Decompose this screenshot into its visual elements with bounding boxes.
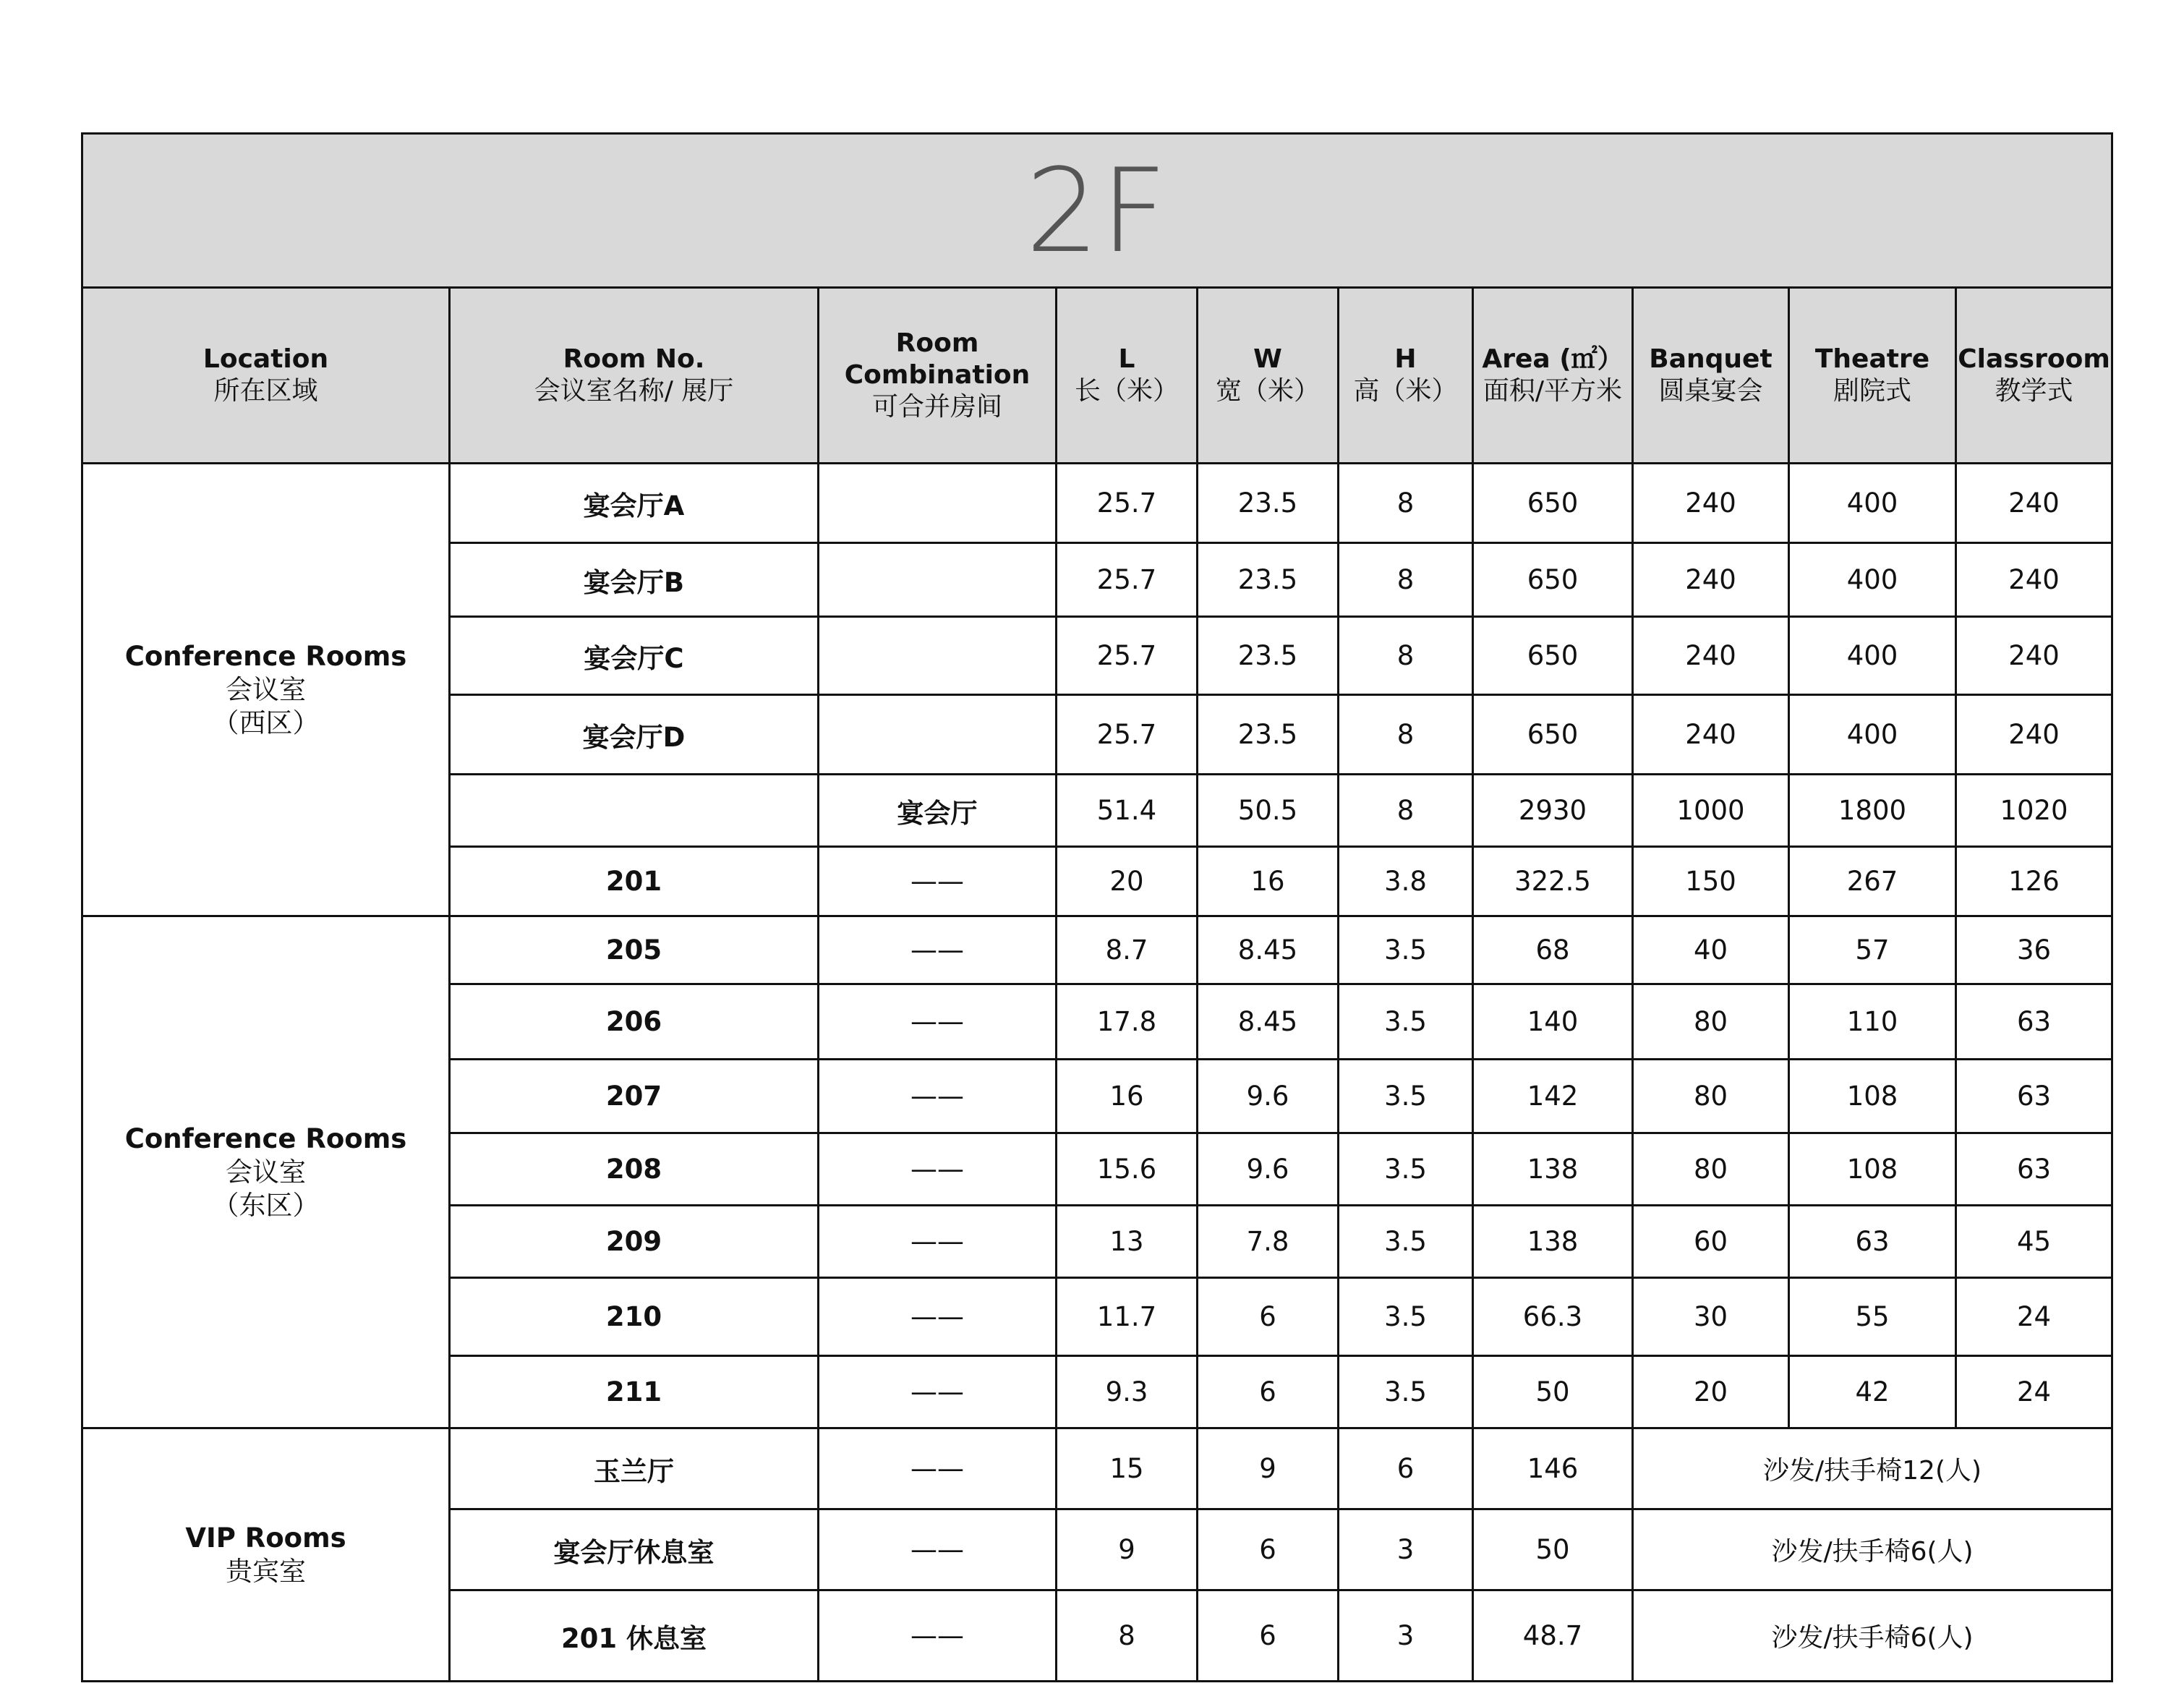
theatre-cell: 63 bbox=[1789, 1206, 1956, 1278]
area-cell: 142 bbox=[1473, 1060, 1633, 1133]
theatre-cell: 108 bbox=[1789, 1133, 1956, 1206]
theatre-cell: 267 bbox=[1789, 847, 1956, 916]
room-combination: —— bbox=[819, 1509, 1057, 1590]
width-cell: 8.45 bbox=[1198, 984, 1339, 1060]
length-cell: 51.4 bbox=[1057, 775, 1198, 847]
room-combination: —— bbox=[819, 1428, 1057, 1509]
height-cell: 3.5 bbox=[1339, 1060, 1473, 1133]
banquet-cell: 80 bbox=[1633, 984, 1789, 1060]
height-cell: 8 bbox=[1339, 464, 1473, 543]
table-row bbox=[82, 1428, 2112, 1509]
length-cell: 20 bbox=[1057, 847, 1198, 916]
classroom-cell: 126 bbox=[1956, 847, 2112, 916]
banquet-cell: 30 bbox=[1633, 1278, 1789, 1356]
area-cell: 50 bbox=[1473, 1509, 1633, 1590]
height-cell: 8 bbox=[1339, 775, 1473, 847]
width-cell: 8.45 bbox=[1198, 916, 1339, 984]
header-row bbox=[82, 288, 2112, 464]
area-cell: 650 bbox=[1473, 543, 1633, 617]
area-cell: 2930 bbox=[1473, 775, 1633, 847]
classroom-cell: 240 bbox=[1956, 464, 2112, 543]
header-room-no: Room No. 会议室名称/ 展厅 bbox=[450, 288, 819, 464]
theatre-cell: 110 bbox=[1789, 984, 1956, 1060]
classroom-cell: 240 bbox=[1956, 617, 2112, 695]
classroom-cell: 36 bbox=[1956, 916, 2112, 984]
area-cell: 138 bbox=[1473, 1133, 1633, 1206]
length-cell: 15.6 bbox=[1057, 1133, 1198, 1206]
room-name: 宴会厅C bbox=[450, 617, 819, 695]
height-cell: 3 bbox=[1339, 1590, 1473, 1682]
width-cell: 6 bbox=[1198, 1590, 1339, 1682]
room-name: 207 bbox=[450, 1060, 819, 1133]
height-cell: 8 bbox=[1339, 617, 1473, 695]
header-area: Area (㎡） 面积/平方米 bbox=[1473, 288, 1633, 464]
length-cell: 25.7 bbox=[1057, 617, 1198, 695]
area-cell: 48.7 bbox=[1473, 1590, 1633, 1682]
height-cell: 3.5 bbox=[1339, 1206, 1473, 1278]
classroom-cell: 63 bbox=[1956, 1133, 2112, 1206]
room-combination: —— bbox=[819, 1590, 1057, 1682]
area-cell: 322.5 bbox=[1473, 847, 1633, 916]
room-name: 208 bbox=[450, 1133, 819, 1206]
height-cell: 3.5 bbox=[1339, 1133, 1473, 1206]
table-row bbox=[82, 916, 2112, 984]
length-cell: 16 bbox=[1057, 1060, 1198, 1133]
room-combination: —— bbox=[819, 1278, 1057, 1356]
length-cell: 8 bbox=[1057, 1590, 1198, 1682]
banquet-cell: 240 bbox=[1633, 695, 1789, 775]
width-cell: 50.5 bbox=[1198, 775, 1339, 847]
header-theatre: Theatre 剧院式 bbox=[1789, 288, 1956, 464]
area-cell: 650 bbox=[1473, 464, 1633, 543]
banquet-cell: 80 bbox=[1633, 1060, 1789, 1133]
header-classroom: Classroom 教学式 bbox=[1956, 288, 2112, 464]
width-cell: 9.6 bbox=[1198, 1060, 1339, 1133]
header-height: H 高（米） bbox=[1339, 288, 1473, 464]
theatre-cell: 57 bbox=[1789, 916, 1956, 984]
banquet-cell: 240 bbox=[1633, 543, 1789, 617]
height-cell: 8 bbox=[1339, 543, 1473, 617]
width-cell: 23.5 bbox=[1198, 464, 1339, 543]
room-name: 211 bbox=[450, 1356, 819, 1428]
area-cell: 650 bbox=[1473, 617, 1633, 695]
classroom-cell: 24 bbox=[1956, 1356, 2112, 1428]
seating-note: 沙发/扶手椅6(人) bbox=[1633, 1590, 2112, 1682]
header-room-combination: Room Combination 可合并房间 bbox=[819, 288, 1057, 464]
classroom-cell: 63 bbox=[1956, 1060, 2112, 1133]
banquet-cell: 240 bbox=[1633, 464, 1789, 543]
classroom-cell: 1020 bbox=[1956, 775, 2112, 847]
height-cell: 3.5 bbox=[1339, 1356, 1473, 1428]
room-name bbox=[450, 775, 819, 847]
area-cell: 50 bbox=[1473, 1356, 1633, 1428]
length-cell: 17.8 bbox=[1057, 984, 1198, 1060]
length-cell: 25.7 bbox=[1057, 695, 1198, 775]
header-length: L 长（米） bbox=[1057, 288, 1198, 464]
banquet-cell: 1000 bbox=[1633, 775, 1789, 847]
height-cell: 3.5 bbox=[1339, 984, 1473, 1060]
theatre-cell: 400 bbox=[1789, 543, 1956, 617]
width-cell: 6 bbox=[1198, 1278, 1339, 1356]
area-cell: 140 bbox=[1473, 984, 1633, 1060]
height-cell: 3.5 bbox=[1339, 916, 1473, 984]
room-capacity-sheet bbox=[81, 132, 2111, 1685]
banquet-cell: 20 bbox=[1633, 1356, 1789, 1428]
theatre-cell: 1800 bbox=[1789, 775, 1956, 847]
classroom-cell: 45 bbox=[1956, 1206, 2112, 1278]
banquet-cell: 40 bbox=[1633, 916, 1789, 984]
theatre-cell: 55 bbox=[1789, 1278, 1956, 1356]
room-name: 宴会厅A bbox=[450, 464, 819, 543]
classroom-cell: 240 bbox=[1956, 695, 2112, 775]
room-name: 205 bbox=[450, 916, 819, 984]
banquet-cell: 60 bbox=[1633, 1206, 1789, 1278]
theatre-cell: 400 bbox=[1789, 464, 1956, 543]
width-cell: 9 bbox=[1198, 1428, 1339, 1509]
length-cell: 25.7 bbox=[1057, 543, 1198, 617]
banquet-cell: 80 bbox=[1633, 1133, 1789, 1206]
width-cell: 6 bbox=[1198, 1509, 1339, 1590]
room-name: 210 bbox=[450, 1278, 819, 1356]
length-cell: 9.3 bbox=[1057, 1356, 1198, 1428]
room-combination: —— bbox=[819, 984, 1057, 1060]
room-name: 宴会厅B bbox=[450, 543, 819, 617]
room-combination: —— bbox=[819, 847, 1057, 916]
height-cell: 3.8 bbox=[1339, 847, 1473, 916]
height-cell: 6 bbox=[1339, 1428, 1473, 1509]
width-cell: 16 bbox=[1198, 847, 1339, 916]
location-east: Conference Rooms 会议室 （东区） bbox=[82, 916, 450, 1428]
location-vip: VIP Rooms 贵宾室 bbox=[82, 1428, 450, 1682]
theatre-cell: 108 bbox=[1789, 1060, 1956, 1133]
area-cell: 146 bbox=[1473, 1428, 1633, 1509]
height-cell: 8 bbox=[1339, 695, 1473, 775]
area-cell: 68 bbox=[1473, 916, 1633, 984]
width-cell: 6 bbox=[1198, 1356, 1339, 1428]
area-cell: 66.3 bbox=[1473, 1278, 1633, 1356]
header-banquet: Banquet 圆桌宴会 bbox=[1633, 288, 1789, 464]
length-cell: 11.7 bbox=[1057, 1278, 1198, 1356]
room-name: 201 bbox=[450, 847, 819, 916]
length-cell: 25.7 bbox=[1057, 464, 1198, 543]
theatre-cell: 400 bbox=[1789, 695, 1956, 775]
length-cell: 15 bbox=[1057, 1428, 1198, 1509]
header-location: Location 所在区域 bbox=[82, 288, 450, 464]
header-width: W 宽（米） bbox=[1198, 288, 1339, 464]
classroom-cell: 240 bbox=[1956, 543, 2112, 617]
floor-title: 2F bbox=[82, 134, 2112, 288]
classroom-cell: 63 bbox=[1956, 984, 2112, 1060]
width-cell: 9.6 bbox=[1198, 1133, 1339, 1206]
banquet-cell: 240 bbox=[1633, 617, 1789, 695]
theatre-cell: 42 bbox=[1789, 1356, 1956, 1428]
area-cell: 138 bbox=[1473, 1206, 1633, 1278]
room-combination bbox=[819, 464, 1057, 543]
classroom-cell: 24 bbox=[1956, 1278, 2112, 1356]
length-cell: 8.7 bbox=[1057, 916, 1198, 984]
width-cell: 23.5 bbox=[1198, 695, 1339, 775]
room-name: 209 bbox=[450, 1206, 819, 1278]
seating-note: 沙发/扶手椅12(人) bbox=[1633, 1428, 2112, 1509]
height-cell: 3 bbox=[1339, 1509, 1473, 1590]
table-row bbox=[82, 464, 2112, 543]
room-combination: —— bbox=[819, 916, 1057, 984]
room-name: 206 bbox=[450, 984, 819, 1060]
width-cell: 23.5 bbox=[1198, 543, 1339, 617]
length-cell: 9 bbox=[1057, 1509, 1198, 1590]
room-combination: —— bbox=[819, 1356, 1057, 1428]
width-cell: 23.5 bbox=[1198, 617, 1339, 695]
seating-note: 沙发/扶手椅6(人) bbox=[1633, 1509, 2112, 1590]
room-name: 201 休息室 bbox=[450, 1590, 819, 1682]
room-combination bbox=[819, 617, 1057, 695]
room-combination bbox=[819, 695, 1057, 775]
height-cell: 3.5 bbox=[1339, 1278, 1473, 1356]
length-cell: 13 bbox=[1057, 1206, 1198, 1278]
area-cell: 650 bbox=[1473, 695, 1633, 775]
theatre-cell: 400 bbox=[1789, 617, 1956, 695]
banquet-cell: 150 bbox=[1633, 847, 1789, 916]
location-west: Conference Rooms 会议室 （西区） bbox=[82, 464, 450, 916]
width-cell: 7.8 bbox=[1198, 1206, 1339, 1278]
room-combination: —— bbox=[819, 1060, 1057, 1133]
room-name: 宴会厅D bbox=[450, 695, 819, 775]
room-combination: —— bbox=[819, 1206, 1057, 1278]
room-combination: 宴会厅 bbox=[819, 775, 1057, 847]
room-name: 玉兰厅 bbox=[450, 1428, 819, 1509]
room-combination bbox=[819, 543, 1057, 617]
room-name: 宴会厅休息室 bbox=[450, 1509, 819, 1590]
room-capacity-table bbox=[81, 132, 2113, 1682]
room-combination: —— bbox=[819, 1133, 1057, 1206]
